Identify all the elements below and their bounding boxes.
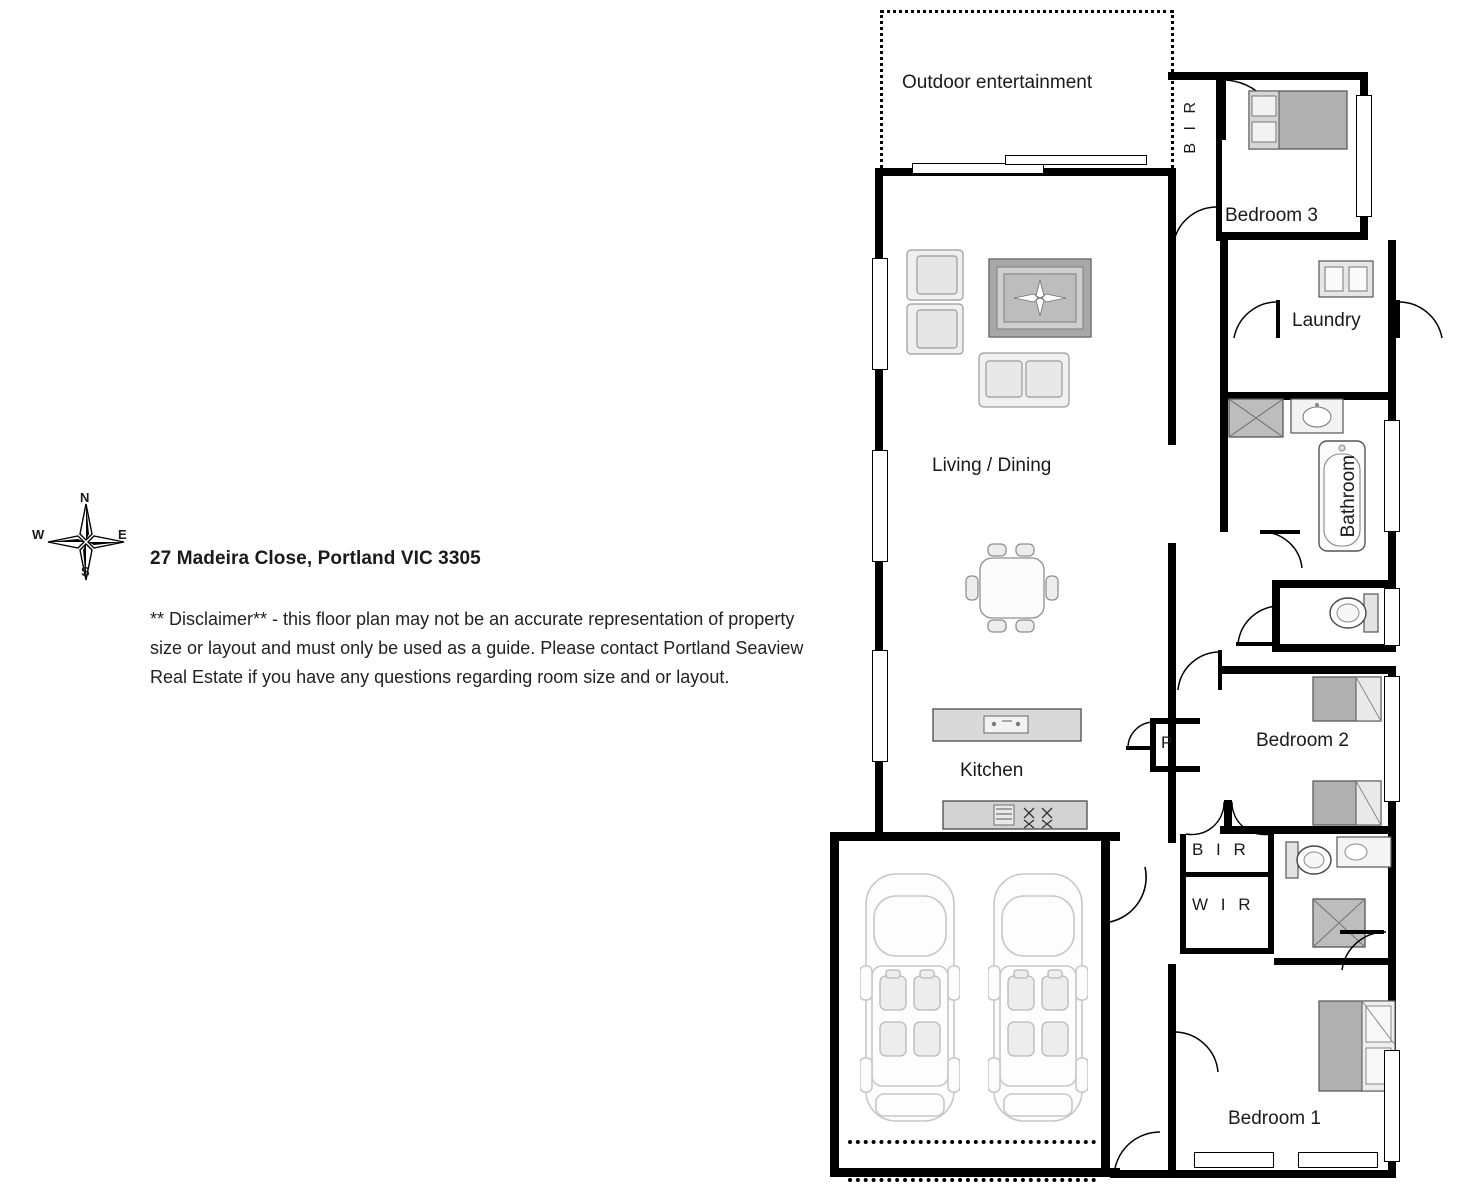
fixture-shower (1228, 398, 1284, 438)
wall-pantry-top (1150, 718, 1200, 724)
window-bed3-right (1356, 95, 1372, 217)
room-label-bedroom-1: Bedroom 1 (1228, 1108, 1321, 1129)
room-label-pantry: P (1161, 733, 1173, 752)
wall-laundry-left (1220, 240, 1228, 392)
wall-bed2-top (1220, 666, 1396, 674)
window-living-left-3 (872, 650, 888, 762)
wall-hall-left-upper (1168, 543, 1176, 663)
compass-rose (30, 492, 148, 592)
garage-door-line-2 (848, 1178, 1096, 1182)
wall-garage-top (830, 832, 1120, 841)
window-bed2 (1384, 676, 1400, 802)
disclaimer-text: ** Disclaimer** - this floor plan may not be an accurate representation of property size or layout and must only be used as a guide. Please contact Portland Seaview Real Estate if you have any questions regarding room size and or layout. (150, 609, 804, 687)
door-laundry-external (1396, 300, 1444, 340)
car-icon-left (860, 870, 960, 1125)
furniture-bed-2a (1312, 676, 1382, 722)
furniture-rug (988, 258, 1092, 338)
window-wc (1384, 588, 1400, 646)
wall-living-right-mid (1168, 435, 1176, 445)
window-bed1-bottom-1 (1194, 1152, 1274, 1168)
furniture-dining-table (960, 538, 1082, 638)
door-bedroom2-swing (1176, 650, 1222, 692)
room-label-wir-bed1: W I R (1192, 895, 1255, 914)
furniture-bed-3 (1248, 90, 1348, 150)
fixture-vanity (1290, 398, 1344, 434)
door-wc-swing (1236, 604, 1282, 646)
window-bed1-right (1384, 1050, 1400, 1162)
wall-bir-wir-left (1180, 834, 1186, 952)
room-label-bedroom-3: Bedroom 3 (1225, 205, 1318, 226)
compass-label-south: S (81, 564, 90, 579)
room-label-bedroom-2: Bedroom 2 (1256, 730, 1349, 751)
room-label-living-dining: Living / Dining (932, 455, 1052, 476)
furniture-kitchen-island (932, 708, 1082, 742)
wall-wc-bottom (1272, 644, 1396, 652)
window-living-left-2 (872, 450, 888, 562)
wall-garage-left (830, 832, 839, 1177)
window-bathroom (1384, 420, 1400, 532)
door-pantry-swing (1126, 720, 1156, 772)
door-bedroom3-swing (1172, 205, 1220, 243)
wall-garage-bottom (830, 1168, 1120, 1177)
door-bir-bifold (1182, 800, 1274, 836)
wall-wir-bottom (1180, 948, 1274, 954)
room-label-bir-bed1: B I R (1192, 840, 1250, 859)
furniture-bed-2b (1312, 780, 1382, 826)
room-label-kitchen: Kitchen (960, 760, 1024, 781)
window-bed1-bottom-2 (1298, 1152, 1378, 1168)
garage-door-line (848, 1140, 1096, 1144)
wall-bathroom-left (1220, 392, 1228, 532)
fixture-ensuite-vanity (1336, 836, 1392, 868)
room-label-laundry: Laundry (1292, 310, 1361, 331)
wall-laundry-right (1388, 240, 1396, 392)
wall-pantry-bottom (1150, 766, 1200, 772)
door-bedroom1-swing (1172, 1030, 1220, 1074)
wall-bed3-bottom (1220, 232, 1368, 240)
furniture-kitchen-bench (942, 800, 1088, 830)
wall-bir-wir-mid (1180, 872, 1274, 877)
compass-label-east: E (118, 527, 127, 542)
wall-bir-wir-right (1268, 834, 1274, 952)
door-entry-swing (1110, 1130, 1166, 1178)
fixture-laundry-trough (1318, 260, 1374, 298)
room-label-bathroom: Bathroom (1338, 455, 1359, 538)
door-garage-swing (1101, 865, 1149, 925)
compass-label-north: N (80, 490, 90, 505)
door-bathroom-swing (1260, 530, 1304, 570)
furniture-armchairs (905, 248, 965, 358)
room-label-bir-bed3: B I R (1182, 98, 1199, 154)
door-laundry-swing (1232, 300, 1280, 340)
compass-label-west: W (32, 527, 45, 542)
wall-bathroom-bottom (1272, 580, 1396, 588)
furniture-sofa (978, 352, 1070, 408)
fixture-ensuite-toilet (1284, 838, 1336, 884)
room-label-outdoor-entertainment: Outdoor entertainment (902, 72, 1093, 93)
door-ensuite-swing (1340, 930, 1388, 972)
car-icon-right (988, 870, 1088, 1125)
page-title: 27 Madeira Close, Portland VIC 3305 (150, 548, 481, 569)
fixture-toilet (1324, 588, 1380, 638)
floor-plan (820, 0, 1472, 1194)
window-living-left-1 (872, 258, 888, 370)
window-living-sliding-door-2 (1005, 155, 1147, 165)
